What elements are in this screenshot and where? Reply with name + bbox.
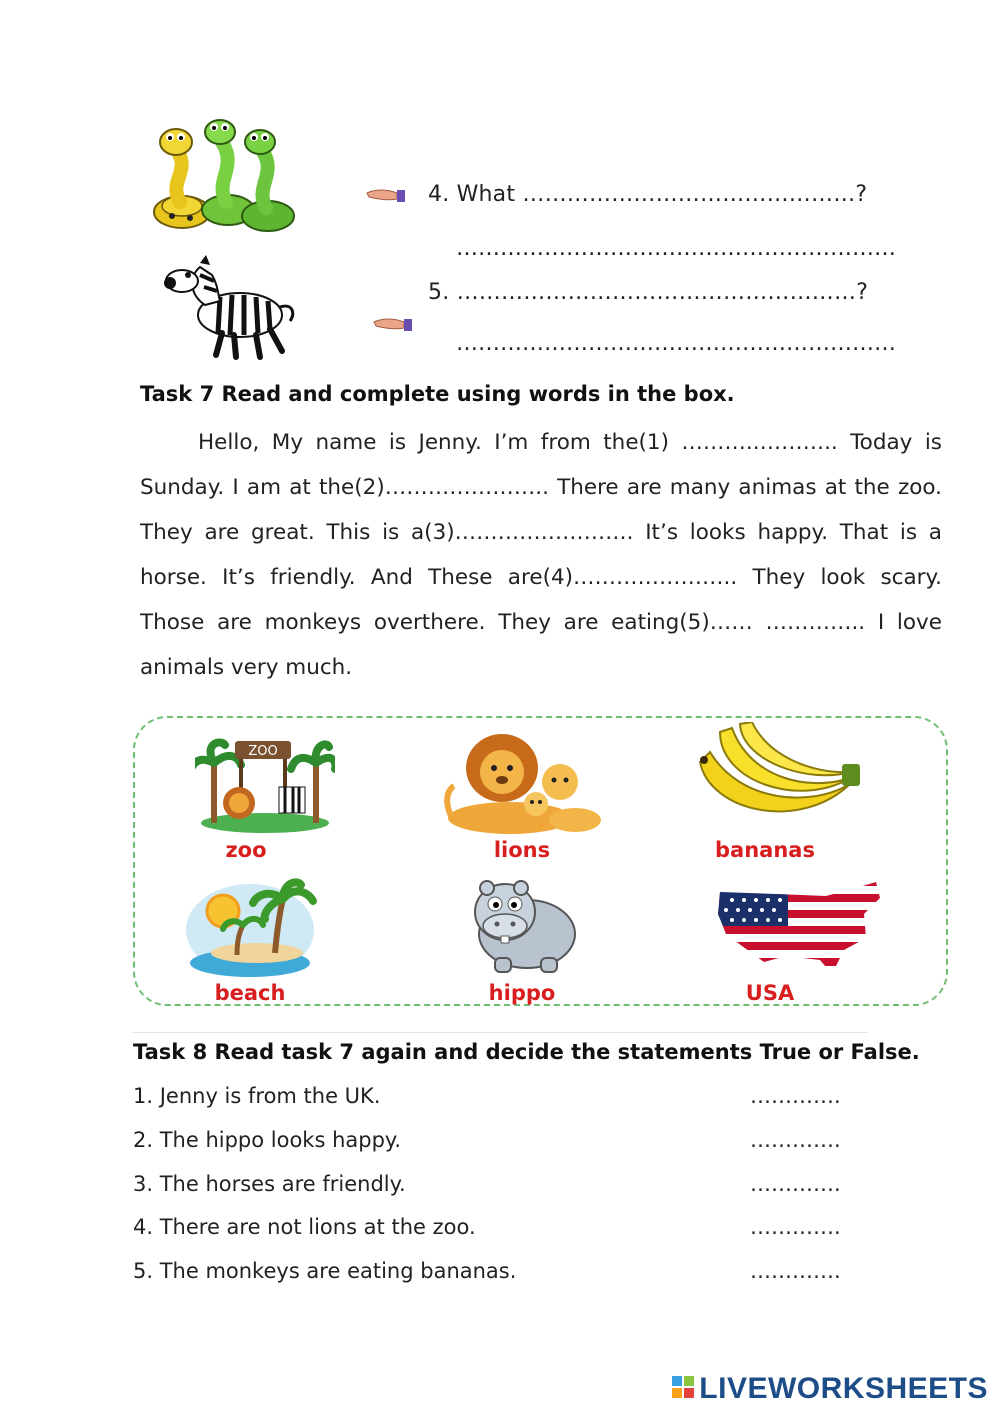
task-7-paragraph-text: Hello, My name is Jenny. I’m from the(1) ………..……….. Today is Sunday. I am at the(2)………………….. There are many animas at the zoo. They are great. This is a(3)……………………. It’s looks happy. That is a horse. It’s friendly. And These are(4)………………….. They look scary. Those are monkeys overthere. They are eating(5)…… ………….. I love animals very much. [140,430,942,680]
bananas-picture [690,722,862,832]
pointing-hand-icon [372,314,414,334]
usa-map-picture [716,878,884,978]
question-4-prompt: 4. What ………………………………………? [428,182,868,207]
beach-picture [183,875,318,980]
word-usa: USA [745,981,795,1005]
word-zoo: zoo [225,838,267,862]
divider [133,1032,868,1033]
zoo-picture [195,733,335,833]
question-5-answer-line[interactable]: …………………………………………………… [456,331,896,356]
answer-blank-2[interactable]: …………. [750,1128,841,1152]
statement-1: 1. Jenny is from the UK. [133,1084,381,1108]
zebra-picture [160,255,300,360]
question-5-prompt: 5. ………………………………………………? [428,280,869,305]
word-lions: lions [493,838,551,862]
snakes-picture [150,112,300,237]
task-7-title: Task 7 Read and complete using words in the box. [140,382,735,406]
lions-picture [440,728,605,836]
hippo-picture [465,876,580,976]
task-7-paragraph [140,420,942,690]
word-bananas: bananas [715,838,815,862]
statement-4: 4. There are not lions at the zoo. [133,1215,476,1239]
answer-blank-1[interactable]: …………. [750,1084,841,1108]
task-8-title: Task 8 Read task 7 again and decide the statements True or False. [133,1040,920,1064]
liveworksheets-logo-icon [672,1376,696,1400]
answer-blank-5[interactable]: …………. [750,1259,841,1283]
word-beach: beach [214,981,286,1005]
liveworksheets-logo[interactable] [672,1372,988,1406]
statement-2: 2. The hippo looks happy. [133,1128,402,1152]
svg-text:ZOO: ZOO [248,744,278,759]
question-4-answer-line[interactable]: …………………………………………………… [456,236,896,261]
answer-blank-4[interactable]: …………. [750,1215,841,1239]
statement-5: 5. The monkeys are eating bananas. [133,1259,517,1283]
pointing-hand-icon [365,185,407,205]
word-hippo: hippo [488,981,556,1005]
liveworksheets-brand-text: LIVEWORKSHEETS [699,1372,988,1405]
answer-blank-3[interactable]: …………. [750,1172,841,1196]
statement-3: 3. The horses are friendly. [133,1172,406,1196]
